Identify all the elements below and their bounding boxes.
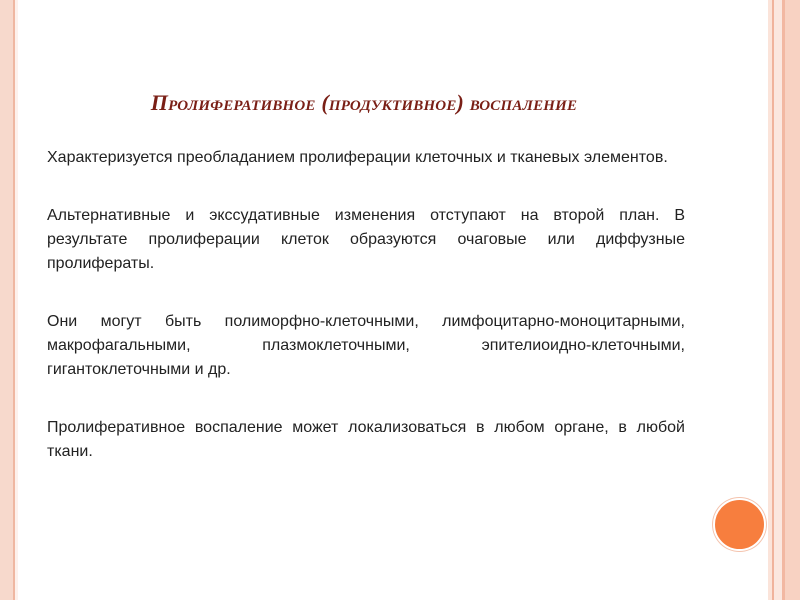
left-border-band — [0, 0, 13, 600]
slide-body — [47, 146, 685, 498]
slide-title: Пролиферативное (продуктивное) воспаление — [150, 90, 578, 115]
decorative-circle-icon — [713, 498, 766, 551]
right-border-band-outer — [785, 0, 800, 600]
paragraph-4: Пролиферативное воспаление может локализоваться в любом органе, в любой ткани. — [47, 419, 685, 460]
paragraph-3: Они могут быть полиморфно-клеточными, лимфоцитарно-моноцитарными, макрофагальными, плазмоклеточными, эпителиоидно-клеточными, гигантоклеточными и др. — [47, 313, 685, 378]
right-border-band-middle — [774, 0, 782, 600]
paragraph-2: Альтернативные и экссудативные изменения отступают на второй план. В результате пролиферации клеток образуются очаговые или диффузные пролифераты. — [47, 207, 685, 272]
paragraph-1: Характеризуется преобладанием пролиферации клеточных и тканевых элементов. — [47, 149, 668, 166]
left-border-gap — [15, 0, 18, 600]
